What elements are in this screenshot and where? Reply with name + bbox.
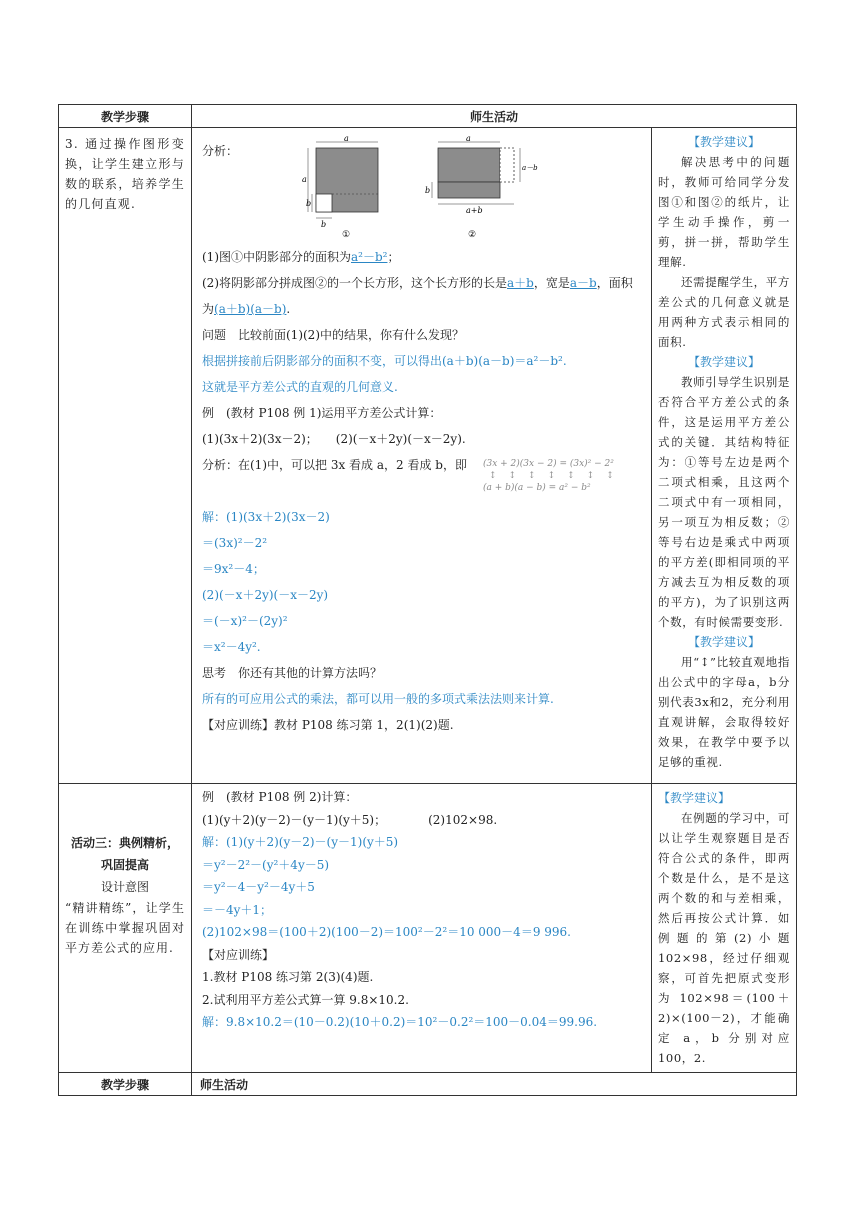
suggestion-body-5: 在例题的学习中，可以让学生观察题目是否符合公式的条件，即两个数是什么，是不是这两个数的和与差相乘，然后再按公式计算．如例题的第(2)小题 102×98，经过仔细观察，可首先把原式变形为 102×98＝(100＋2)×(100－2)，才能确定 a，b 分别对应 100，2. xyxy=(658,811,791,1065)
header-steps: 教学步骤 xyxy=(59,105,192,128)
suggestion-body-1: 解决思考中的问题时，教师可给同学分发图①和图②的纸片，让学生动手操作，剪一剪，拼一拼，帮助学生理解. xyxy=(658,155,791,269)
fig1-label-a-top: a xyxy=(344,134,349,143)
design-intent-title: 设计意图 xyxy=(100,880,149,894)
practice-2-item-1: 1.教材 P108 练习第 2(3)(4)题. xyxy=(202,970,374,984)
fig1-label-b-left: b xyxy=(306,199,312,208)
example-2-sol-3: ＝y²－4－y²－4y＋5 xyxy=(202,880,315,894)
problem-prompt: 问题 比较前面(1)(2)中的结果，你有什么发现？ xyxy=(202,328,464,342)
activity-3-title-1: 活动三：典例精析， xyxy=(70,836,179,850)
analysis-label: 分析： xyxy=(202,144,239,158)
fig1-label-b-bottom: b xyxy=(321,220,327,229)
answer-blank-width: a－b xyxy=(569,276,597,290)
example-2-items: (1)(y＋2)(y－2)－(y－1)(y＋5)； (2)102×98. xyxy=(202,812,498,827)
solution-line-3: ＝9x²－4； xyxy=(202,562,265,576)
step-cell xyxy=(59,128,192,784)
activity-3-content-cell xyxy=(192,784,652,1073)
footer-activities: 师生活动 xyxy=(192,1073,797,1096)
suggestion-body-3: 教师引导学生识别是否符合平方差公式的条件，这是运用平方差公式的关键．其结构特征为：①等号左边是两个二项式相乘，且这两个二项式中有一项相同，另一项互为相反数；②等号右边是乘式中两项的平方差(即相同项的平方减去互为相反数的项的平方)，为了识别这两个数，有时候需要变形. xyxy=(658,375,791,629)
fig1-label-a-left: a xyxy=(302,175,307,184)
suggestion-tag-4: 【教学建议】 xyxy=(688,635,761,649)
fig2-label-b: b xyxy=(425,186,431,195)
analysis-figure-row xyxy=(202,134,641,244)
answer-blank-1: a²－b² xyxy=(351,250,388,264)
solution-line-1: 解：(1)(3x＋2)(3x－2) xyxy=(202,510,330,524)
footer-steps: 教学步骤 xyxy=(59,1073,192,1096)
activity-3-step-cell xyxy=(59,784,192,1073)
suggestion-tag-3: 【教学建议】 xyxy=(688,355,761,369)
practice-2-item-2: 2.试利用平方差公式算一算 9.8×10.2. xyxy=(202,992,409,1007)
step-3-text: 3. 通过操作图形变换，让学生建立形与数的联系，培养学生的几何直观. xyxy=(65,137,185,211)
formula-map-arrows: ↕↕↕↕↕↕↕ xyxy=(488,471,626,481)
analysis-2-text: 分析：在(1)中，可以把 3x 看成 a，2 看成 b，即 xyxy=(202,458,467,472)
activity-3-suggestion-cell xyxy=(652,784,797,1073)
think-prompt: 思考 你还有其他的计算方法吗？ xyxy=(202,666,383,680)
suggestion-body-4: 用“↕”比较直观地指出公式中的字母a，b分别代表3x和2，充分利用直观讲解，会取得较好效果，在教学中要予以足够的重视. xyxy=(658,655,791,769)
design-intent-desc: “精讲精练”，让学生在训练中掌握巩固对平方差公式的应用. xyxy=(65,901,185,955)
suggestion-tag-1: 【教学建议】 xyxy=(688,135,761,149)
activity-cell xyxy=(192,128,652,784)
formula-map xyxy=(483,452,626,494)
answer-blank-area: (a＋b)(a－b) xyxy=(214,302,287,316)
teaching-suggestion-cell xyxy=(652,128,797,784)
question-2: (2)将阴影部分拼成图②的一个长方形，这个长方形的长是a＋b，宽是a－b，面积为(a＋b)(a－b). xyxy=(202,276,633,316)
practice-2-solution: 解：9.8×10.2＝(10－0.2)(10＋0.2)＝10²－0.2²＝100－0.04＝99.96. xyxy=(202,1015,598,1029)
lesson-plan-page xyxy=(58,104,796,1096)
activity-3-title-2: 巩固提高 xyxy=(100,858,149,872)
answer-blank-length: a＋b xyxy=(507,276,534,290)
fig2-caption: ② xyxy=(468,230,477,240)
example-2-sol-1: 解：(1)(y＋2)(y－2)－(y－1)(y＋5) xyxy=(202,835,399,849)
formula-map-top: (3x + 2)(3x − 2) = (3x)² − 2² xyxy=(482,459,614,469)
area-diagram xyxy=(296,134,536,240)
formula-map-bottom: (a + b)(a − b) = a² − b² xyxy=(482,483,591,493)
solution-line-6: ＝x²－4y². xyxy=(202,640,261,654)
example-2-sol-2: ＝y²－2²－(y²＋4y－5) xyxy=(202,857,330,872)
example-1-items: (1)(3x＋2)(3x－2)； (2)(－x＋2y)(－x－2y). xyxy=(202,432,466,446)
fig2-label-a-plus-b: a+b xyxy=(466,206,483,215)
fig2-label-a-minus-b: a－b xyxy=(522,164,538,172)
header-row xyxy=(59,105,797,128)
header-activities: 师生活动 xyxy=(192,105,797,128)
think-answer: 所有的可应用公式的乘法，都可以用一般的多项式乘法法则来计算. xyxy=(202,692,554,706)
problem-answer-1: 根据拼接前后阴影部分的面积不变，可以得出(a＋b)(a－b)＝a²－b². xyxy=(202,354,567,368)
fig2-label-a-top: a xyxy=(466,134,471,143)
fig1-caption: ① xyxy=(342,230,351,240)
suggestion-tag-5: 【教学建议】 xyxy=(658,791,731,805)
practice-2-title: 【对应训练】 xyxy=(202,947,275,962)
example-1-title: 例 (教材 P108 例 1)运用平方差公式计算： xyxy=(202,406,442,420)
question-1: (1)图①中阴影部分的面积为a²－b²； xyxy=(202,250,400,264)
footer-row xyxy=(59,1073,797,1096)
problem-answer-2: 这就是平方差公式的直观的几何意义. xyxy=(202,380,398,394)
example-2-title: 例 (教材 P108 例 2)计算： xyxy=(202,790,358,804)
solution-line-5: ＝(－x)²－(2y)² xyxy=(202,614,288,628)
solution-line-2: ＝(3x)²－2² xyxy=(202,536,268,550)
suggestion-body-2: 还需提醒学生，平方差公式的几何意义就是用两种方式表示相同的面积. xyxy=(658,275,791,349)
row-activity-3 xyxy=(59,784,797,1073)
row-step-3 xyxy=(59,128,797,784)
example-2-sol-5: (2)102×98＝(100＋2)(100－2)＝100²－2²＝10 000－4＝9 996. xyxy=(202,925,571,939)
lesson-table xyxy=(58,104,797,1096)
solution-line-4: (2)(－x＋2y)(－x－2y) xyxy=(202,588,329,602)
practice-1: 【对应训练】教材 P108 练习第 1，2(1)(2)题. xyxy=(202,718,454,732)
analysis-mapping xyxy=(202,452,641,504)
example-2-sol-4: ＝－4y＋1； xyxy=(202,902,273,917)
